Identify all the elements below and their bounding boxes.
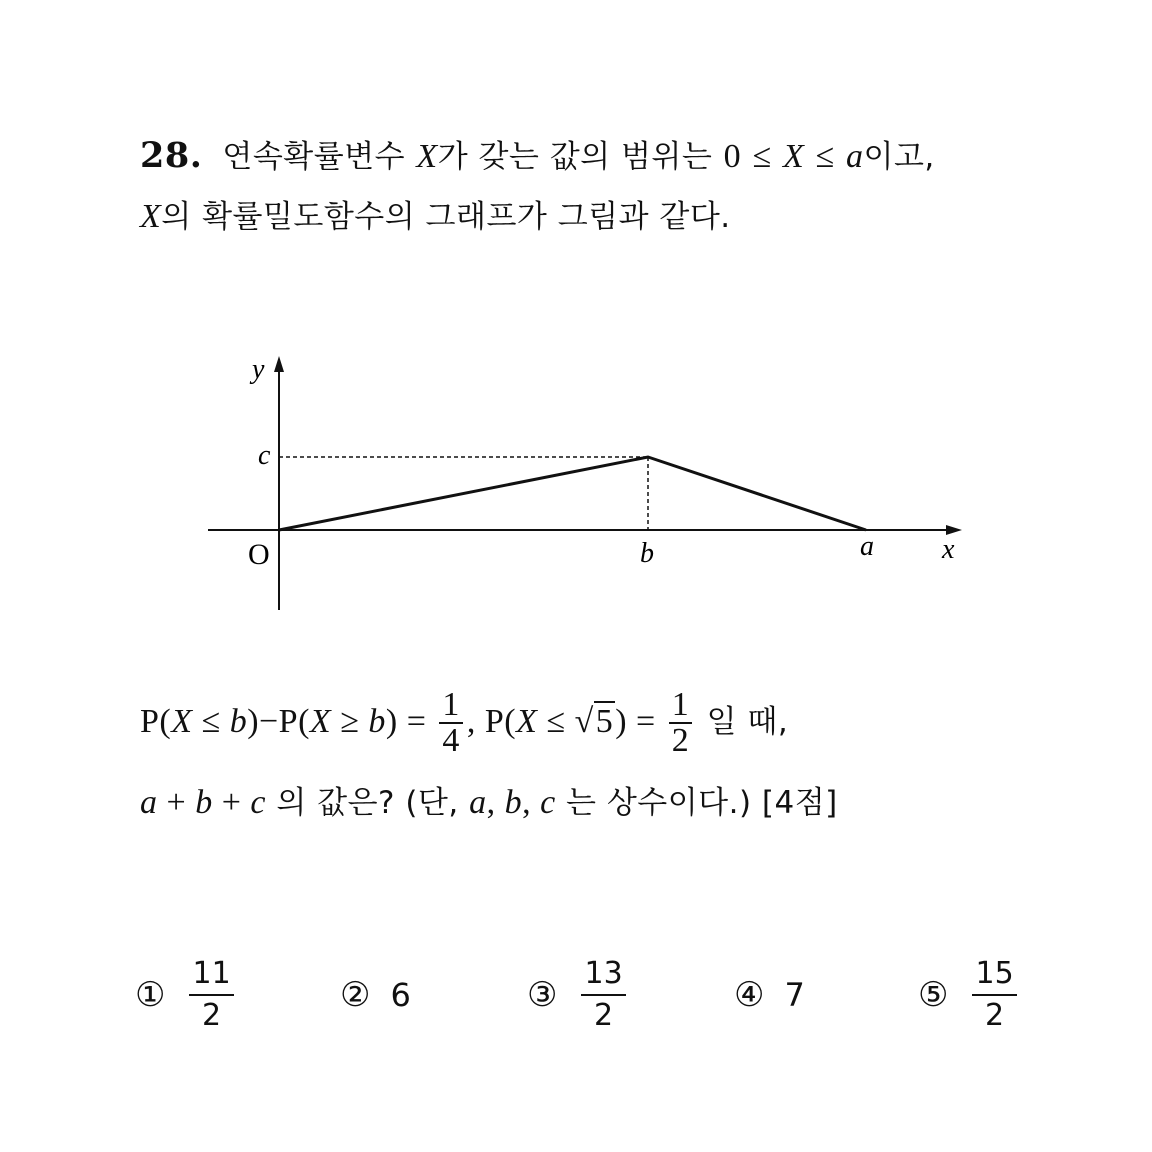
choice-marker: ⑤ xyxy=(918,975,949,1015)
stem-text: 의 확률밀도함수의 그래프가 그림과 같다. xyxy=(161,199,731,235)
var-a: a xyxy=(846,138,864,175)
math-le: ≤ xyxy=(752,138,772,175)
fraction-numerator: 1 xyxy=(439,688,463,724)
fraction-numerator: 15 xyxy=(972,954,1016,996)
fraction-one-half xyxy=(669,688,693,758)
var-X: X xyxy=(782,138,805,175)
x-axis-label: x xyxy=(942,534,955,565)
condition-line-1 xyxy=(140,686,788,758)
var-c: c xyxy=(250,784,266,821)
math-le: ≤ xyxy=(537,703,575,740)
choice-3[interactable] xyxy=(527,950,630,1040)
math-zero: 0 xyxy=(723,138,742,175)
origin-label: O xyxy=(248,538,270,571)
fraction-denominator: 2 xyxy=(594,998,614,1033)
math-text: P( xyxy=(140,703,172,740)
stem-text: 이고, xyxy=(863,139,935,175)
var-X: X xyxy=(309,703,332,740)
choice-5[interactable] xyxy=(918,950,1021,1040)
choice-marker: ② xyxy=(340,975,371,1015)
fraction-numerator: 13 xyxy=(581,954,625,996)
choice-fraction xyxy=(189,954,233,1036)
var-a: a xyxy=(469,784,487,821)
fraction-denominator: 2 xyxy=(985,998,1005,1033)
math-le: ≤ xyxy=(815,138,835,175)
stem-text: 의 값은? (단, xyxy=(265,785,470,821)
math-plus: + xyxy=(157,784,196,821)
fraction-denominator: 4 xyxy=(442,722,460,759)
y-axis-label: y xyxy=(252,354,265,385)
pdf-graph xyxy=(190,340,980,630)
problem-stem-line-1 xyxy=(140,136,935,177)
math-comma: , xyxy=(522,784,541,821)
choice-marker: ④ xyxy=(734,975,765,1015)
var-c: c xyxy=(540,784,556,821)
stem-text: 연속확률변수 xyxy=(222,139,406,175)
choice-marker: ① xyxy=(135,975,166,1015)
fraction-numerator: 1 xyxy=(669,688,693,724)
c-label: c xyxy=(258,440,271,471)
density-curve xyxy=(279,457,866,530)
condition-line-2 xyxy=(140,782,838,823)
math-text: )−P( xyxy=(247,703,310,740)
fraction-denominator: 2 xyxy=(202,998,222,1033)
y-axis-arrow xyxy=(274,356,284,372)
math-comma: , xyxy=(486,784,505,821)
choice-value: 7 xyxy=(784,976,805,1014)
choice-value: 6 xyxy=(390,976,411,1014)
answer-choices xyxy=(0,950,1152,1040)
sqrt-five xyxy=(575,701,616,740)
choice-fraction xyxy=(972,954,1016,1036)
var-X: X xyxy=(140,198,162,235)
b-label: b xyxy=(640,538,654,569)
var-a: a xyxy=(140,784,158,821)
math-text: ) = xyxy=(385,703,436,740)
math-ge: ≥ xyxy=(331,703,369,740)
math-text: , P( xyxy=(466,703,517,740)
stem-text: 가 갖는 값의 범위는 xyxy=(437,139,713,175)
choice-4[interactable] xyxy=(734,950,805,1040)
choice-fraction xyxy=(581,954,625,1036)
var-b: b xyxy=(195,784,213,821)
fraction-one-quarter xyxy=(439,688,463,758)
var-X: X xyxy=(416,138,438,175)
var-b: b xyxy=(229,703,248,740)
math-text: ) = xyxy=(615,703,665,740)
a-label: a xyxy=(860,531,874,562)
choice-2[interactable] xyxy=(340,950,411,1040)
sqrt-symbol: √ xyxy=(574,703,594,740)
math-le: ≤ xyxy=(192,703,230,740)
var-b: b xyxy=(504,784,523,821)
choice-1[interactable] xyxy=(135,950,238,1040)
stem-text: 일 때, xyxy=(696,704,789,740)
math-plus: + xyxy=(212,784,251,821)
sqrt-radicand: 5 xyxy=(595,703,614,740)
var-X: X xyxy=(171,703,193,740)
problem-number: 28. xyxy=(140,135,203,176)
var-X: X xyxy=(516,703,538,740)
stem-text: 는 상수이다.) [4점] xyxy=(555,785,838,821)
choice-marker: ③ xyxy=(527,975,558,1015)
problem-stem-line-2 xyxy=(140,196,731,237)
fraction-denominator: 2 xyxy=(671,722,690,759)
var-b: b xyxy=(368,703,386,740)
fraction-numerator: 11 xyxy=(189,954,233,996)
